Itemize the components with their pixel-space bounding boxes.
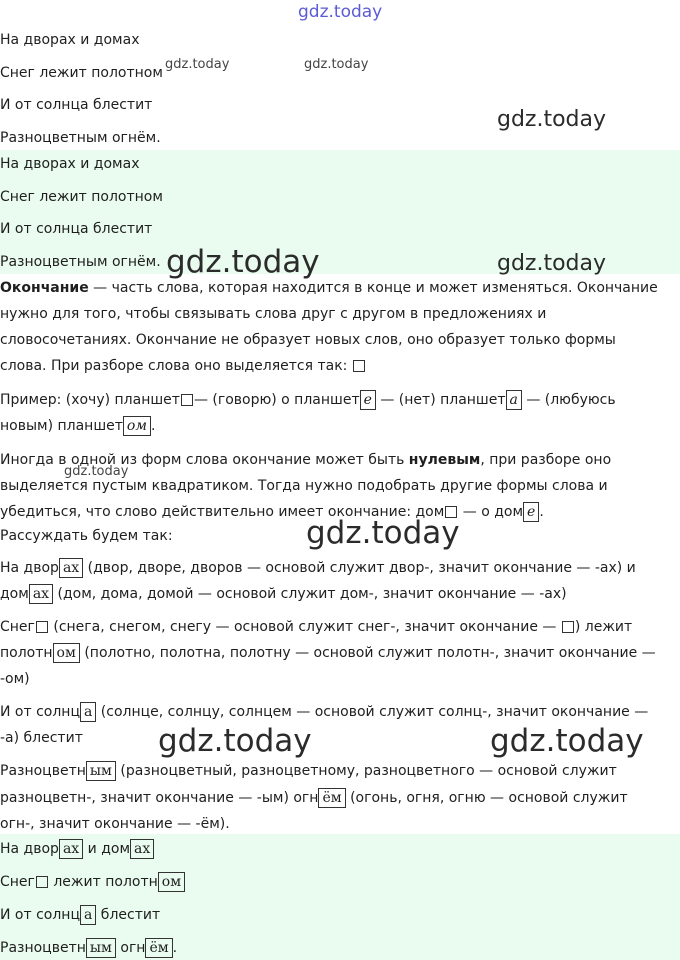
zero-ending-square-icon (36, 621, 48, 633)
text: На двор (0, 841, 59, 857)
reason-intro: Рассуждать будем так: (0, 528, 173, 544)
text: Иногда в одной из форм слова окончание может быть (0, 452, 409, 468)
text: полотн (0, 645, 53, 661)
text: (огонь, огня, огню — основой служит (345, 790, 628, 806)
text: новым) планшет (0, 418, 123, 434)
analysis-line (0, 763, 680, 779)
watermark: gdz.today (166, 244, 320, 280)
text: (дом, дома, домой — основой служит дом-, значит окончание — -ах) (53, 586, 567, 602)
poem-line: И от солнца блестит (0, 221, 153, 237)
analysis-line (0, 619, 680, 635)
final-line (0, 841, 680, 857)
text: И от солнц (0, 704, 80, 720)
text: . (539, 504, 544, 520)
text: разноцветн-, значит окончание — -ым) огн (0, 790, 319, 806)
ending-box: ах (130, 839, 154, 859)
text: слова. При разборе слова оно выделяется так: (0, 358, 352, 374)
zero-ending-line: выделяется пустым квадратиком. Тогда нужно подобрать другие формы слова и (0, 478, 608, 494)
analysis-line (0, 790, 680, 806)
watermark: gdz.today (165, 57, 230, 72)
text: ) лежит (574, 619, 633, 635)
ending-box: а (80, 702, 96, 722)
text: . (150, 418, 156, 434)
ending-box: ём (318, 788, 345, 808)
text: И от солнц (0, 907, 80, 923)
example-line (0, 392, 680, 408)
ending-box: ом (158, 872, 185, 892)
ending-box: е (360, 390, 376, 410)
analysis-line (0, 586, 680, 602)
analysis-line: огн-, значит окончание — -ём). (0, 816, 230, 832)
analysis-line (0, 645, 680, 661)
definition-line: нужно для того, чтобы связывать слова друг с другом в предложениях и (0, 306, 547, 322)
ending-box: ом (53, 643, 80, 663)
analysis-line: -ом) (0, 671, 30, 687)
text: блестит (96, 907, 161, 923)
zero-ending-square-icon (181, 394, 193, 406)
zero-ending-line (0, 452, 680, 468)
final-line (0, 874, 680, 890)
zero-ending-square-icon (36, 876, 48, 888)
watermark: gdz.today (490, 723, 644, 759)
text: (разноцветный, разноцветному, разноцветного — основой служит (115, 763, 617, 779)
ending-box: ым (86, 938, 116, 958)
text: Снег (0, 874, 35, 890)
text: (снега, снегом, снегу — основой служит снег-, значит окончание — (48, 619, 561, 635)
zero-ending-square-icon (445, 506, 457, 518)
poem-line: Снег лежит полотном (0, 189, 163, 205)
ending-box: ах (29, 584, 53, 604)
text: — (любуюсь (521, 392, 616, 408)
text: Разноцветн (0, 940, 86, 956)
text: лежит полотн (48, 874, 158, 890)
text: убедиться, что слово действительно имеет окончание: дом (0, 504, 445, 520)
text: (полотно, полотна, полотну — основой служит полотн-, значит окончание — (79, 645, 656, 661)
watermark: gdz.today (298, 2, 383, 22)
text: Пример: (хочу) планшет (0, 392, 180, 408)
ending-box: а (506, 390, 522, 410)
ending-square-icon (353, 360, 365, 372)
ending-box: а (80, 905, 96, 925)
watermark: gdz.today (497, 251, 607, 276)
text: — (говорю) о планшет (193, 392, 360, 408)
watermark: gdz.today (158, 723, 312, 759)
text: — часть слова, которая находится в конце и может изменяться. Окончание (88, 280, 658, 296)
poem-line: На дворах и домах (0, 32, 140, 48)
definition-line (0, 280, 680, 296)
text: огн (115, 940, 146, 956)
bold-term: нулевым (408, 452, 481, 468)
text: . (172, 940, 178, 956)
text: (двор, дворе, дворов — основой служит двор-, значит окончание — -ах) и (83, 560, 636, 576)
text: — (нет) планшет (375, 392, 506, 408)
text: (солнце, солнцу, солнцем — основой служит солнц-, значит окончание — (96, 704, 649, 720)
text: Разноцветн (0, 763, 86, 779)
watermark: gdz.today (304, 57, 369, 72)
text: На двор (0, 560, 59, 576)
zero-ending-line (0, 504, 680, 520)
definition-line (0, 358, 680, 374)
poem-line: И от солнца блестит (0, 97, 153, 113)
watermark: gdz.today (64, 464, 129, 479)
final-line (0, 907, 680, 923)
analysis-line (0, 560, 680, 576)
poem-line: Снег лежит полотном (0, 65, 163, 81)
watermark: gdz.today (306, 515, 460, 551)
example-line (0, 418, 680, 434)
ending-box: ём (145, 938, 172, 958)
ending-box: ах (59, 839, 83, 859)
text: дом (0, 586, 29, 602)
poem-line: Разноцветным огнём. (0, 130, 161, 146)
poem-line: Разноцветным огнём. (0, 254, 161, 270)
ending-box: ах (59, 558, 83, 578)
watermark: gdz.today (497, 107, 607, 132)
analysis-line (0, 704, 680, 720)
ending-box: ом (123, 416, 151, 436)
text: — о дом (458, 504, 524, 520)
analysis-line: -а) блестит (0, 730, 83, 746)
final-line (0, 940, 680, 956)
definition-line: словосочетаниях. Окончание не образует новых слов, оно образует только формы (0, 332, 616, 348)
poem-line: На дворах и домах (0, 156, 140, 172)
text: , при разборе оно (480, 452, 612, 468)
ending-box: ым (86, 761, 116, 781)
zero-ending-square-icon (562, 621, 574, 633)
text: Снег (0, 619, 35, 635)
definition-term: Окончание (0, 280, 89, 296)
ending-box: е (523, 502, 539, 522)
text: и дом (83, 841, 131, 857)
